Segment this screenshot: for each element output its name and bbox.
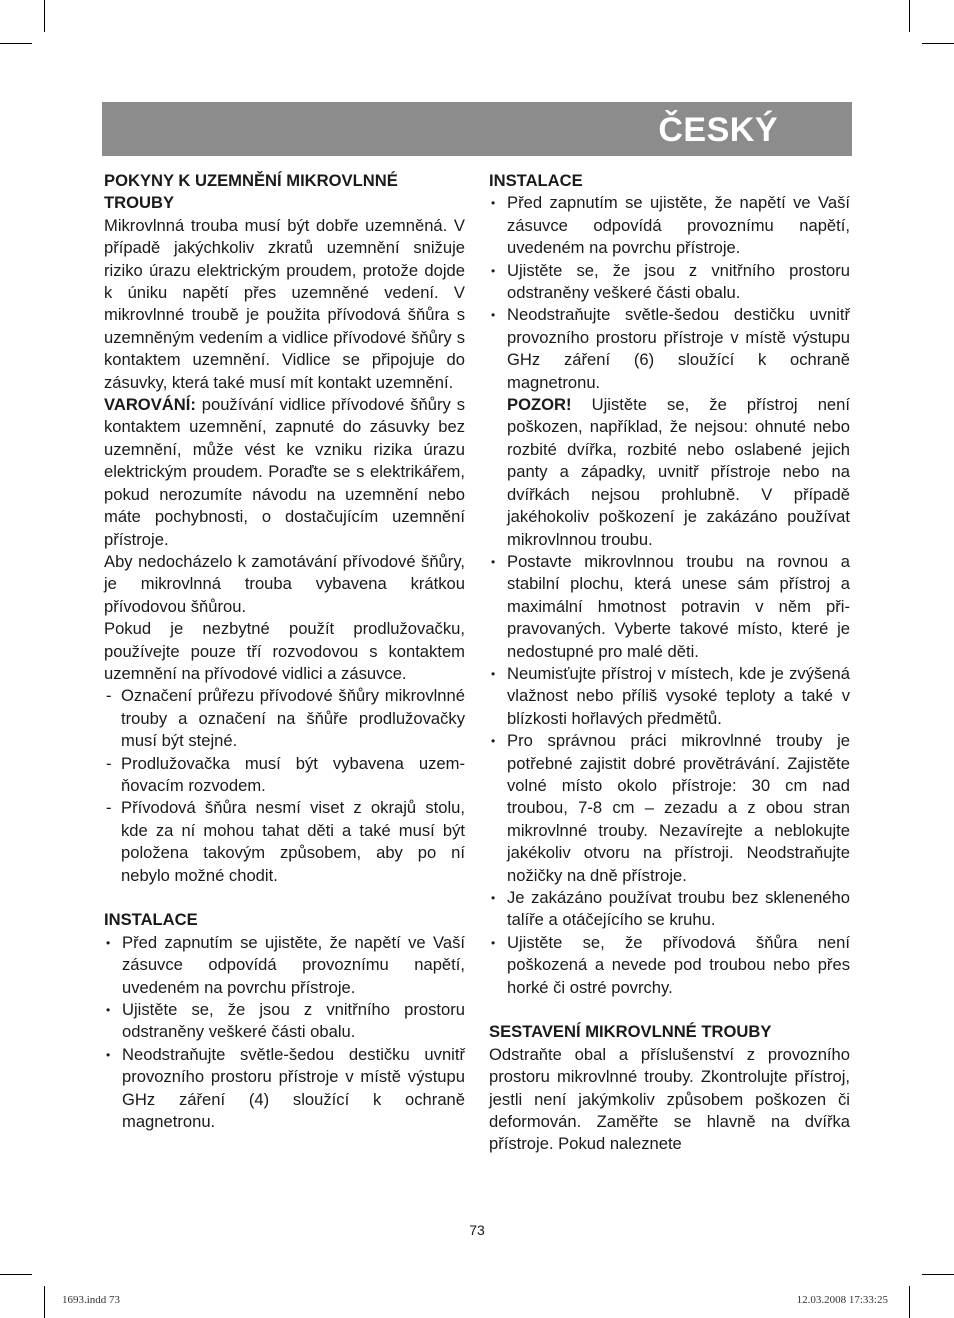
install-list xyxy=(104,932,465,1134)
extension-rules-list xyxy=(104,685,465,887)
caution-text: Ujistěte se, že přístroj není poškozen, například, že nejsou: ohnuté nebo rozbité dvířka, rozbité nebo oslabené jejich panty a západky, uvnitř přístroje nebo na dvířkách nejsou prohlubně. V případě jakéhokoliv poškození je zakázáno používat mikrovlnnou troubu. xyxy=(507,395,850,549)
list-item xyxy=(489,663,850,730)
list-item-text: Neumisťujte přístroj v místech, kde je zvýšená vlažnost nebo příliš vysoké teploty a také v blízkosti hořlavých předmětů. xyxy=(507,663,850,728)
short-cord-paragraph: Aby nedocházelo k zamotávání přívodové šňůry, je mikrovlnná trouba vybavena krátkou přívodovou šňůrou. xyxy=(104,551,465,616)
install-list xyxy=(489,192,850,999)
bullet-marker: • xyxy=(491,196,496,211)
list-item xyxy=(104,1044,465,1134)
list-item xyxy=(489,192,850,259)
list-item-text: Přívodová šňůra nesmí viset z okrajů stolu, kde za ní mohou tahat děti a také musí být položena takovým způsobem, aby po ní nebylo možné chodit. xyxy=(121,798,465,885)
crop-mark xyxy=(922,43,954,44)
list-item-text: Označení průřezu přívodové šňůry mikrovlnné trouby a označení na šňůře prodlužovačky musí být stejné. xyxy=(121,686,465,751)
bullet-marker: • xyxy=(491,935,496,950)
list-item xyxy=(104,753,465,798)
list-item-text: Je zakázáno používat troubu bez skleneného talíře a otáčejícího se kruhu. xyxy=(507,888,850,930)
page-number: 73 xyxy=(469,1222,485,1238)
dash-marker: - xyxy=(106,753,112,773)
right-column xyxy=(489,170,850,1156)
assembly-paragraph: Odstraňte obal a příslušenství z provozního prostoru mikrovlnné trouby. Zkontrolujte přístroj, jestli není jakýmkoliv způsobem poškozen či deformován. Zaměřte se hlavně na dvířka přístroje. Pokud naleznete xyxy=(489,1044,850,1154)
list-item-text: Před zapnutím se ujistěte, že napětí ve Vaší zásuvce odpovídá provoznímu napětí, uvedeném na povrchu přístroje. xyxy=(507,193,850,258)
install-heading: INSTALACE xyxy=(104,910,198,930)
grounding-heading: POKYNY K UZEMNĚNÍ MIKROVLNNÉ TROUBY xyxy=(104,171,398,213)
dash-marker: - xyxy=(106,686,112,706)
bullet-marker: • xyxy=(491,554,496,569)
list-item xyxy=(489,260,850,305)
list-item-text: Ujistěte se, že přívodová šňůra není poškozená a nevede pod troubou nebo přes horké či ostré povrchy. xyxy=(507,932,850,997)
crop-mark xyxy=(909,1286,910,1318)
install-heading: INSTALACE xyxy=(489,171,583,190)
caution-paragraph xyxy=(507,394,850,551)
assembly-heading: SESTAVENÍ MIKROVLNNÉ TROUBY xyxy=(489,1022,772,1042)
bullet-marker: • xyxy=(106,1003,111,1018)
list-item xyxy=(104,685,465,752)
bullet-marker: • xyxy=(491,263,496,278)
bullet-marker: • xyxy=(491,891,496,905)
language-header-bar xyxy=(102,102,852,156)
list-item-text: Prodlužovačka musí být vybavena uzemňovacím rozvodem. xyxy=(121,753,465,795)
left-column xyxy=(104,170,465,1133)
list-item xyxy=(489,887,850,932)
crop-mark xyxy=(44,1286,45,1318)
list-item-text: Neodstraňujte světle-šedou destičku uvnitř provozního prostoru přístroje v místě výstupu GHz záření (4) sloužící k ochraně magnetronu. xyxy=(122,1044,465,1132)
list-item-text: Neodstraňujte světle-šedou destičku uvnitř provozního prostoru přístroje v místě výstupu GHz záření (6) sloužící k ochraně magnetronu. xyxy=(507,305,850,392)
list-item xyxy=(104,932,465,999)
crop-mark xyxy=(0,1274,32,1275)
list-item-text: Pro správnou práci mikrovlnné trouby je potřebné zajistit dobré provětrávání. Zajistěte volné místo okolo přístroje: 30 cm nad troubou, 7-8 cm – zezadu a z obou stran mikrovlnné trouby. Nezavírejte a neblokujte jakékoliv otvoru na přístroji. Neodstraňujte nožičky na dně přístroje. xyxy=(507,731,850,885)
list-item xyxy=(104,999,465,1044)
bullet-marker: • xyxy=(106,1047,111,1062)
list-item-text: Ujistěte se, že jsou z vnitřního prostoru odstraněny veškeré části obalu. xyxy=(122,1000,465,1042)
extension-paragraph: Pokud je nezbytné použít prodlužovačku, používejte pouze tří rozvodovou s kontaktem uzemnění na přívodové vidlici a zásuvce. xyxy=(104,619,465,683)
warning-label: VAROVÁNÍ: xyxy=(104,395,196,415)
language-title: ČESKÝ xyxy=(658,111,778,149)
warning-paragraph xyxy=(104,394,465,551)
bullet-marker: • xyxy=(106,935,111,950)
caution-label: POZOR! xyxy=(507,395,572,415)
warning-text: používání vidlice přívodové šňůry s kontaktem uzemnění, zapnuté do zásuvky bez uzemnění, může vést ke vzniku rizika úrazu elektrickým proudem. Poraďte se s elektrikářem, pokud nerozumíte návodu na uzemnění nebo máte pochybnosti, o dostačujícím uzemnění přístroje. xyxy=(104,395,465,549)
list-item xyxy=(489,551,850,663)
bullet-marker: • xyxy=(491,308,496,323)
crop-mark xyxy=(909,0,910,32)
print-slug-file: 1693.indd 73 xyxy=(62,1294,121,1306)
list-item xyxy=(489,730,850,887)
crop-mark xyxy=(44,0,45,32)
dash-marker: - xyxy=(106,798,112,818)
print-slug-date: 12.03.2008 17:33:25 xyxy=(796,1294,888,1306)
crop-mark xyxy=(0,43,32,44)
list-item-text: Postavte mikrovlnnou troubu na rovnou a stabilní plochu, která unese sám přístroj a maximální hmotnost potravin v něm připravovaných. Vyberte takové místo, které je nedostupné pro malé děti. xyxy=(507,551,850,661)
list-item-text: Před zapnutím se ujistěte, že napětí ve Vaší zásuvce odpovídá provoznímu napětí, uvedeném na povrchu přístroje. xyxy=(122,932,465,997)
crop-mark xyxy=(922,1274,954,1275)
list-item xyxy=(489,932,850,999)
bullet-marker: • xyxy=(491,666,496,681)
grounding-paragraph: Mikrovlnná trouba musí být dobře uzemněná. V případě jakýchkoliv zkratů uzemnění snižuje riziko úrazu elektrickým proudem, protože dojde k úniku napětí přes uzemněné vedení. V mikrovlnné troubě je použita přívodová šňůra s uzemněným vedením a vidlice přívodové šňůry s kontaktem uzemnění. Vidlice se připojuje do zásuvky, která také musí mít kontakt uzemnění. xyxy=(104,215,465,392)
list-item xyxy=(104,797,465,887)
list-item-text: Ujistěte se, že jsou z vnitřního prostoru odstraněny veškeré části obalu. xyxy=(507,260,850,303)
bullet-marker: • xyxy=(491,734,496,749)
list-item xyxy=(489,304,850,550)
